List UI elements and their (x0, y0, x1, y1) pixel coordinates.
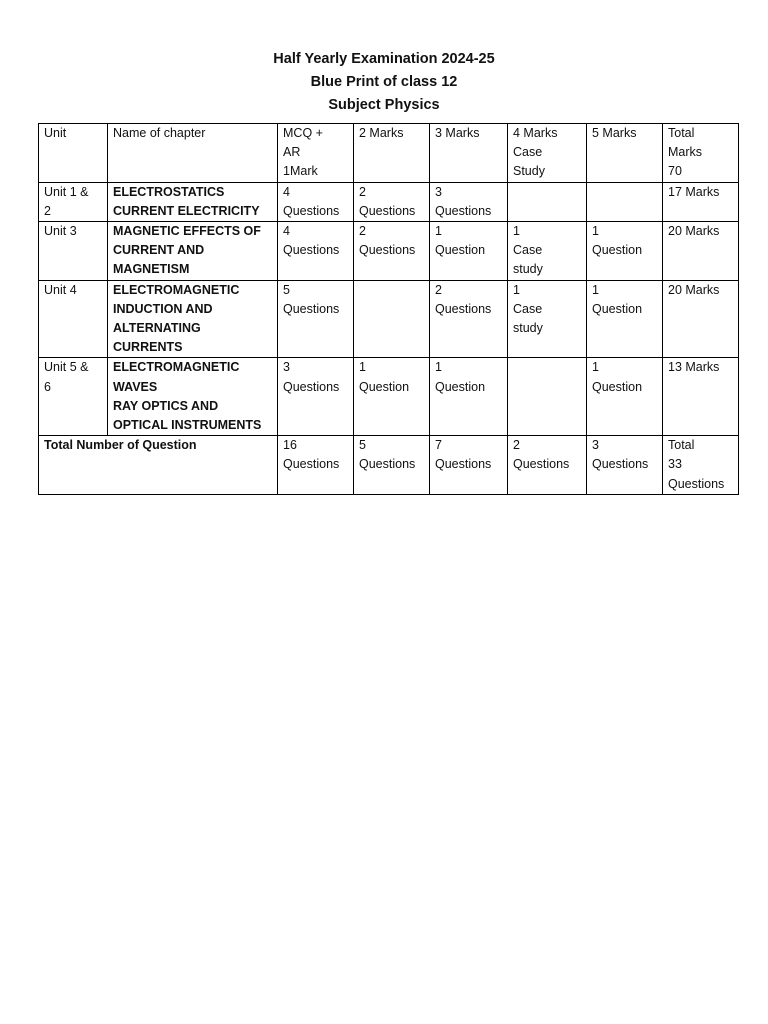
table-header-row (39, 124, 739, 183)
total-cell: 13 Marks (663, 358, 739, 436)
exam-title: Half Yearly Examination 2024-25 (273, 51, 495, 67)
three-marks-cell: 2 Questions (430, 280, 508, 358)
three-marks-cell: 3 Questions (430, 182, 508, 221)
two-marks-cell: 2 Questions (354, 222, 430, 281)
blueprint-table (38, 123, 739, 495)
mcq-cell: 3 Questions (278, 358, 354, 436)
chapter-cell: MAGNETIC EFFECTS OF CURRENT AND MAGNETISM (108, 222, 278, 281)
document-title-block (0, 48, 768, 117)
header-unit: Unit (39, 124, 108, 183)
mcq-cell: 4 Questions (278, 182, 354, 221)
five-marks-cell (587, 182, 663, 221)
total-cell: 20 Marks (663, 222, 739, 281)
chapter-cell: ELECTROSTATICS CURRENT ELECTRICITY (108, 182, 278, 221)
total-cell: 20 Marks (663, 280, 739, 358)
table-row (39, 182, 739, 221)
header-2-marks: 2 Marks (354, 124, 430, 183)
footer-3-marks: 7 Questions (430, 436, 508, 495)
five-marks-cell: 1 Question (587, 222, 663, 281)
three-marks-cell: 1 Question (430, 222, 508, 281)
footer-2-marks: 5 Questions (354, 436, 430, 495)
two-marks-cell: 2 Questions (354, 182, 430, 221)
five-marks-cell: 1 Question (587, 358, 663, 436)
four-marks-cell (508, 182, 587, 221)
total-cell: 17 Marks (663, 182, 739, 221)
four-marks-cell: 1 Case study (508, 280, 587, 358)
header-chapter: Name of chapter (108, 124, 278, 183)
footer-mcq: 16 Questions (278, 436, 354, 495)
header-5-marks: 5 Marks (587, 124, 663, 183)
table-row (39, 280, 739, 358)
four-marks-cell (508, 358, 587, 436)
unit-cell: Unit 1 & 2 (39, 182, 108, 221)
table-row (39, 222, 739, 281)
four-marks-cell: 1 Case study (508, 222, 587, 281)
unit-cell: Unit 4 (39, 280, 108, 358)
two-marks-cell (354, 280, 430, 358)
footer-label: Total Number of Question (39, 436, 278, 495)
mcq-cell: 5 Questions (278, 280, 354, 358)
unit-cell: Unit 3 (39, 222, 108, 281)
five-marks-cell: 1 Question (587, 280, 663, 358)
chapter-cell: ELECTROMAGNETIC INDUCTION AND ALTERNATING CURRENTS (108, 280, 278, 358)
header-3-marks: 3 Marks (430, 124, 508, 183)
header-4-marks: 4 Marks Case Study (508, 124, 587, 183)
blueprint-title: Blue Print of class 12 (310, 74, 458, 90)
header-total: Total Marks 70 (663, 124, 739, 183)
chapter-cell: ELECTROMAGNETIC WAVES RAY OPTICS AND OPTICAL INSTRUMENTS (108, 358, 278, 436)
two-marks-cell: 1 Question (354, 358, 430, 436)
footer-total: Total 33 Questions (663, 436, 739, 495)
header-mcq: MCQ + AR 1Mark (278, 124, 354, 183)
table-footer-row (39, 436, 739, 495)
subject-title: Subject Physics (328, 97, 440, 113)
footer-5-marks: 3 Questions (587, 436, 663, 495)
footer-4-marks: 2 Questions (508, 436, 587, 495)
mcq-cell: 4 Questions (278, 222, 354, 281)
table-row (39, 358, 739, 436)
three-marks-cell: 1 Question (430, 358, 508, 436)
unit-cell: Unit 5 & 6 (39, 358, 108, 436)
